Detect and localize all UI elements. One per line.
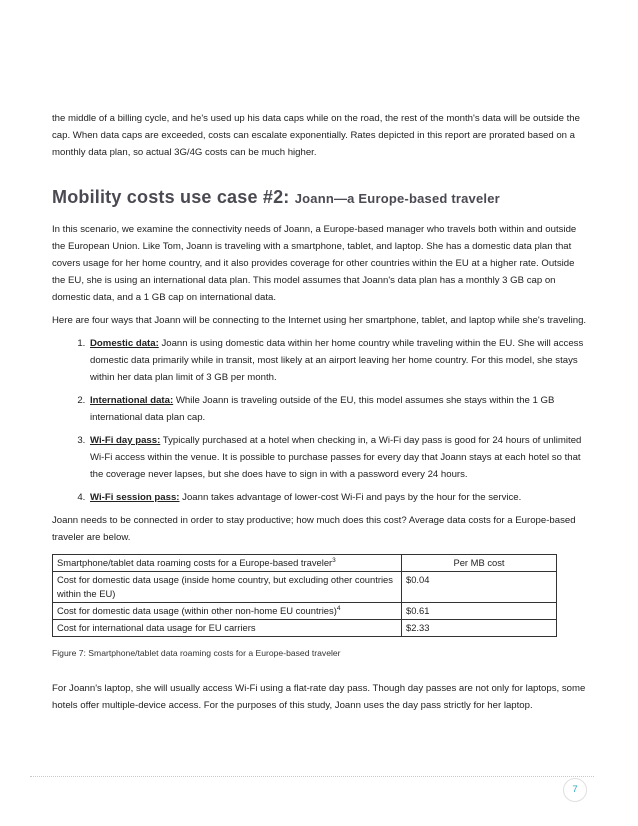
- table-cell-value: $0.61: [402, 603, 557, 620]
- table-cell-label: Cost for domestic data usage (within other non-home EU countries)$^4$: [53, 603, 402, 620]
- page-content: [52, 110, 587, 720]
- list-item: [88, 489, 587, 506]
- figure-caption: Figure 7: Smartphone/tablet data roaming costs for a Europe-based traveler: [52, 648, 341, 658]
- section-heading: [52, 185, 587, 211]
- table-cell-value: $0.04: [402, 572, 557, 603]
- list-item-text: Joann is using domestic data within her home country while traveling within the EU. She will access domestic data primarily while in transit, most likely at an airport leaving her home country. For this model, she stays within her data plan limit of 3 GB per month.: [90, 338, 584, 383]
- list-item-text: Joann takes advantage of lower-cost Wi-Fi and pays by the hour for the service.: [179, 492, 522, 503]
- table-row: [53, 572, 557, 603]
- list-item: [88, 392, 587, 426]
- table-row: [53, 620, 557, 637]
- table-header-label: Smartphone/tablet data roaming costs for a Europe-based traveler$^3$: [53, 555, 402, 572]
- list-item-term: Domestic data:: [90, 338, 159, 349]
- list-item-term: International data:: [90, 395, 174, 406]
- paragraph-laptop: For Joann's laptop, she will usually access Wi-Fi using a flat-rate day pass. Though day passes are not only for laptops, some hotels offer multiple-device access. For the purposes of this study, Joann uses the day pass strictly for her laptop.: [52, 683, 586, 711]
- intro-paragraph: the middle of a billing cycle, and he's used up his data caps while on the road, the rest of the month's data will be outside the cap. When data caps are exceeded, costs can escalate exponentially. Rates depicted in this report are prorated based on a monthly data plan, so actual 3G/4G costs can be much higher.: [52, 113, 580, 158]
- paragraph-four-ways: Here are four ways that Joann will be connecting to the Internet using her smartphone, tablet, and laptop while she's traveling.: [52, 315, 587, 326]
- list-item-text: While Joann is traveling outside of the EU, this model assumes she stays within the 1 GB international data plan cap.: [90, 395, 555, 423]
- table-header-row: [53, 555, 557, 572]
- table-cell-label: Cost for international data usage for EU carriers: [53, 620, 402, 637]
- table-row: [53, 603, 557, 620]
- heading-main: Mobility costs use case #2:: [52, 187, 295, 207]
- paragraph-costs: Joann needs to be connected in order to stay productive; how much does this cost? Average data costs for a Europe-based traveler are below.: [52, 515, 576, 543]
- list-item-text: Typically purchased at a hotel when checking in, a Wi-Fi day pass is good for 24 hours of unlimited Wi-Fi access within the venue. It is possible to purchase passes for every day that Joann stays at each hotel so that the coverage never lapses, but she does have to sign in with a password every 24 hours.: [90, 435, 582, 480]
- footer-divider: [30, 776, 594, 777]
- roaming-costs-table: [52, 554, 557, 637]
- list-item-term: Wi-Fi day pass:: [90, 435, 161, 446]
- list-item-term: Wi-Fi session pass:: [90, 492, 180, 503]
- list-item: [88, 335, 587, 386]
- table-cell-value: $2.33: [402, 620, 557, 637]
- list-item: [88, 432, 587, 483]
- table-header-cost: Per MB cost: [402, 555, 557, 572]
- connection-methods-list: [52, 335, 587, 506]
- page-number: 7: [563, 778, 587, 802]
- paragraph-scenario: In this scenario, we examine the connectivity needs of Joann, a Europe-based manager who travels both within and outside the European Union. Like Tom, Joann is traveling with a smartphone, tablet, and laptop. She has a domestic data plan that covers usage for her home country, and it also provides coverage for other countries within the EU at a higher rate. Outside the EU, she is using an international data plan. This model assumes that Joann's data plan has a monthly 3 GB cap on domestic data, and a 1 GB cap on international data.: [52, 224, 577, 303]
- table-cell-label: Cost for domestic data usage (inside home country, but excluding other countries within the EU): [53, 572, 402, 603]
- heading-sub: Joann—a Europe-based traveler: [294, 191, 500, 206]
